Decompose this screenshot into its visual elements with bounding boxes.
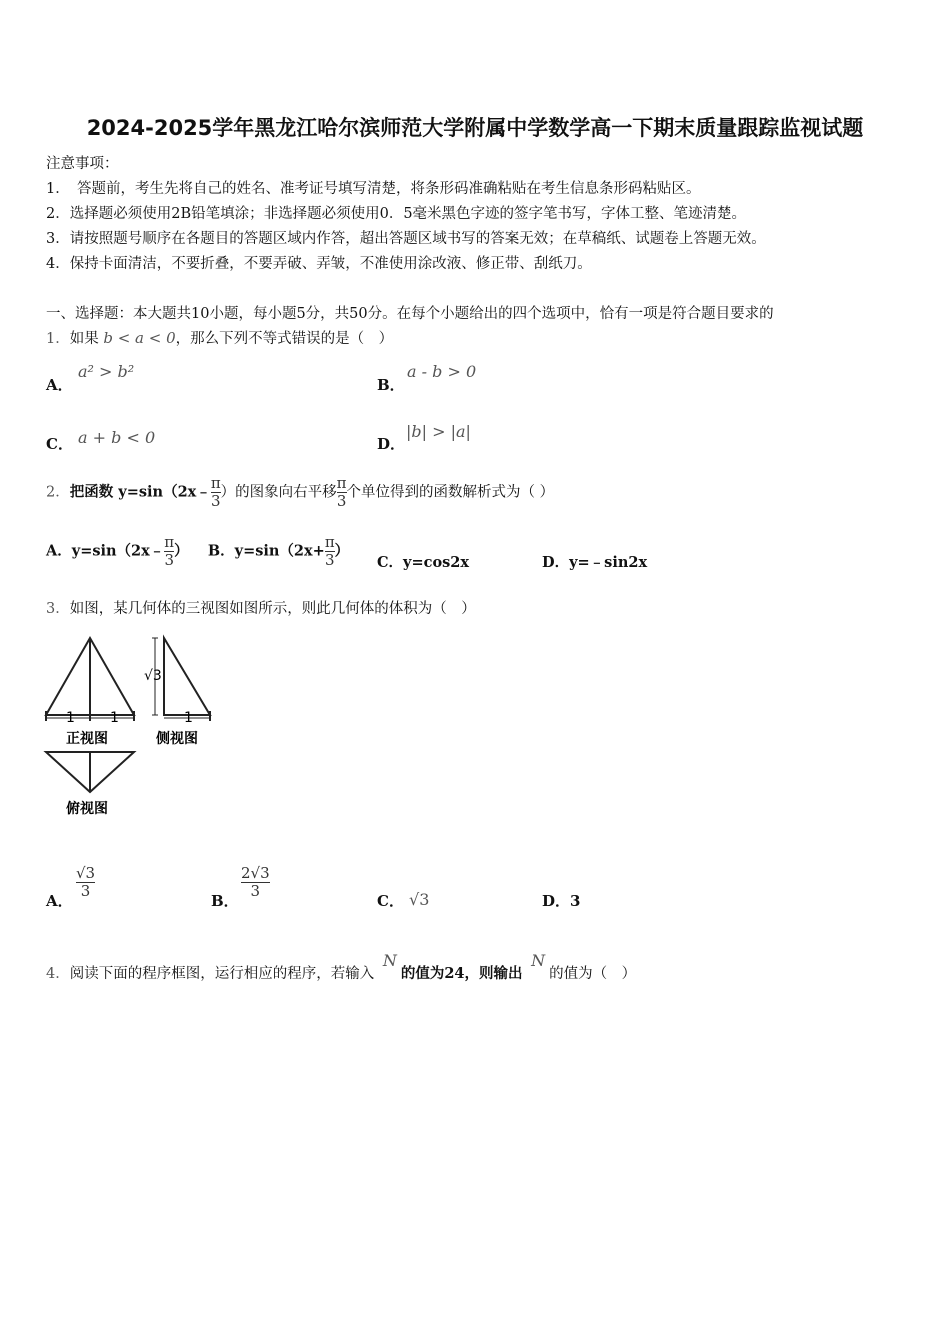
notice-item: 2．选择题必须使用2B铅笔填涂；非选择题必须使用0．5毫米黑色字迹的签字笔书写，字体工整、笔迹清楚。 (46, 206, 747, 222)
option-d: D．y=﹣sin2x (542, 554, 648, 571)
dim-label: 1 (110, 710, 119, 726)
variable-n: N (382, 951, 397, 970)
option-a-fraction: $\frac{√3}{3}$ (76, 864, 96, 900)
notice-item: 4．保持卡面清洁，不要折叠，不要弄破、弄皱，不准使用涂改液、修正带、刮纸刀。 (46, 256, 592, 272)
option-a-text: y=sin（2x﹣ (71, 542, 165, 560)
three-view-figure (40, 630, 230, 825)
question-2 (46, 476, 554, 509)
question-text: 阅读下面的程序框图，运行相应的程序，若输入 (69, 966, 375, 982)
question-1 (46, 327, 393, 348)
question-number: 2． (46, 484, 70, 501)
front-view (46, 638, 134, 721)
fraction-pi-over-3: $\frac{\pi}{3}$ (324, 533, 335, 569)
option-a-label: A． (46, 376, 73, 394)
question-text: ）的图象向右平移 (220, 484, 337, 501)
question-text: 个单位得到的函数解析式为（ ） (346, 484, 555, 501)
question-number: 4． (46, 966, 70, 982)
notice-item: 3．请按照题号顺序在各题目的答题区域内作答，超出答题区域书写的答案无效；在草稿纸、试题卷上答题无效。 (46, 231, 766, 247)
fraction-pi-over-3: $\frac{\pi}{3}$ (336, 474, 347, 510)
question-text: ，那么下列不等式错误的是（ ） (175, 331, 394, 347)
option-c-expr: a + b < 0 (78, 428, 156, 447)
question-3 (46, 597, 476, 618)
top-view-label: 俯视图 (66, 801, 108, 817)
page-title: 2024-2025学年黑龙江哈尔滨师范大学附属中学数学高一下期末质量跟踪监视试题 (86, 116, 864, 140)
option-b-fraction: $\frac{2√3}{3}$ (241, 864, 270, 900)
option-c-label: C． (46, 435, 73, 453)
option-a-label: A． (46, 892, 73, 910)
notice-heading: 注意事项： (46, 156, 119, 172)
option-b-label: B． (211, 892, 239, 910)
option-d: D．3 (542, 892, 581, 910)
option-b-label: B． (207, 542, 235, 560)
side-view-label: 侧视图 (156, 731, 198, 747)
dim-label: √3 (144, 668, 162, 684)
option-c-expr: √3 (409, 890, 430, 909)
fraction-pi-over-3: $\frac{\pi}{3}$ (164, 533, 175, 569)
top-view (46, 752, 134, 792)
fraction-pi-over-3: $\frac{\pi}{3}$ (210, 474, 221, 510)
question-text: 的值为24，则输出 (400, 965, 523, 982)
option-d-expr: |b| > |a| (406, 422, 471, 441)
option-b-expr: a - b > 0 (407, 362, 477, 381)
question-text: 如图，某几何体的三视图如图所示，则此几何体的体积为（ ） (69, 601, 476, 617)
option-d-label: D． (377, 435, 406, 453)
notice-item: 1． 答题前，考生先将自己的姓名、准考证号填写清楚，将条形码准确粘贴在考生信息条形码粘贴区。 (46, 181, 701, 197)
option-b-text: y=sin（2x+ (234, 542, 325, 560)
question-4 (46, 951, 637, 983)
question-number: 1． (46, 331, 70, 347)
dim-label: 1 (66, 710, 75, 726)
option-a-label: A． (46, 542, 72, 560)
q1-condition: b < a < 0 (103, 329, 176, 347)
question-number: 3． (46, 601, 70, 617)
question-text: 如果 (69, 331, 99, 347)
q2-options (46, 535, 349, 568)
option-c-label: C． (377, 892, 404, 910)
option-c: C．y=cos2x (377, 554, 470, 571)
front-view-label: 正视图 (66, 731, 108, 747)
dim-label: 1 (184, 710, 193, 726)
question-text: 的值为（ ） (549, 966, 637, 982)
question-text: 把函数 y=sin（2x﹣ (69, 483, 211, 501)
option-a-text: ） (174, 542, 189, 560)
option-b-label: B． (377, 376, 405, 394)
option-b-text: ） (334, 542, 350, 560)
section-heading: 一、选择题：本大题共10小题，每小题5分，共50分。在每个小题给出的四个选项中，恰有一项是符合题目要求的 (46, 306, 774, 322)
variable-n: N (531, 951, 546, 970)
option-a-expr: a² > b² (78, 362, 135, 381)
